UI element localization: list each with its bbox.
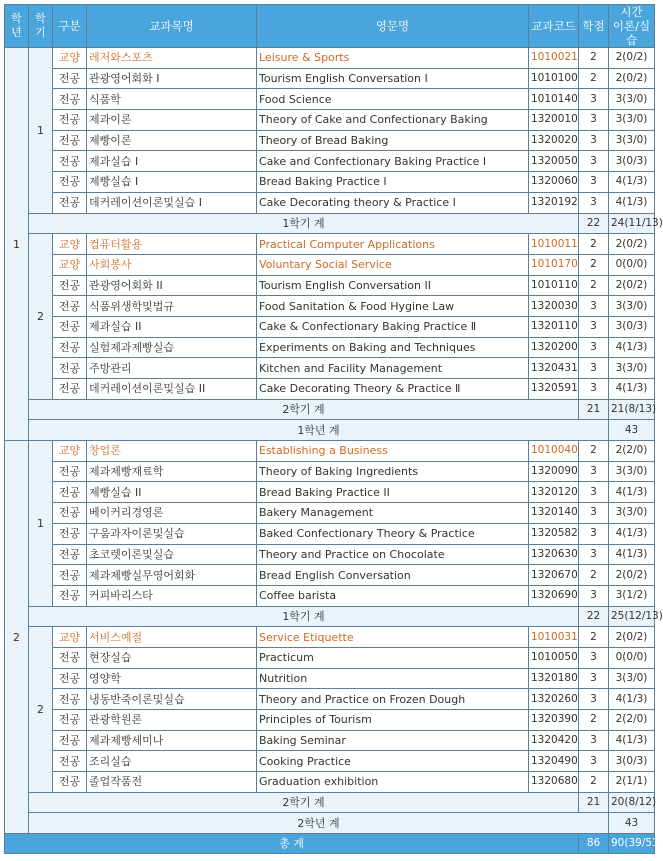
course-hours: 3(3/0) — [609, 503, 655, 524]
course-name-en: Baking Seminar — [257, 730, 529, 751]
course-code: 1320050 — [529, 151, 579, 172]
course-hours: 2(0/2) — [609, 627, 655, 648]
course-type: 전공 — [53, 730, 87, 751]
header-course-kr: 교과목명 — [87, 5, 257, 48]
course-name-en: Food Sanitation & Food Hygine Law — [257, 296, 529, 317]
course-credits: 3 — [579, 503, 609, 524]
course-code: 1320010 — [529, 110, 579, 131]
course-credits: 3 — [579, 482, 609, 503]
header-hours: 시간 이론/실습 — [609, 5, 655, 48]
course-row — [5, 130, 655, 151]
course-code: 1320630 — [529, 544, 579, 565]
year-total-credits: 43 — [609, 813, 655, 834]
course-credits: 2 — [579, 772, 609, 793]
course-name-en: Nutrition — [257, 668, 529, 689]
course-credits: 2 — [579, 441, 609, 462]
course-row — [5, 358, 655, 379]
course-name-kr: 제빵실습 I — [87, 172, 257, 193]
course-hours: 3(0/3) — [609, 151, 655, 172]
header-semester: 학기 — [29, 5, 53, 48]
semester-subtotal-label: 2학기 계 — [29, 792, 579, 813]
course-hours: 2(1/1) — [609, 772, 655, 793]
course-name-kr: 제과제빵실무영어회화 — [87, 565, 257, 586]
semester-subtotal-credits: 21 — [579, 792, 609, 813]
course-name-en: Practicum — [257, 647, 529, 668]
header-row — [5, 5, 655, 48]
course-name-en: Theory of Baking Ingredients — [257, 461, 529, 482]
course-credits: 3 — [579, 296, 609, 317]
course-hours: 0(0/0) — [609, 254, 655, 275]
course-code: 1320120 — [529, 482, 579, 503]
course-hours: 3(3/0) — [609, 668, 655, 689]
course-name-en: Tourism English Conversation II — [257, 275, 529, 296]
course-type: 전공 — [53, 503, 87, 524]
year-total-label: 2학년 계 — [29, 813, 609, 834]
semester-subtotal-label: 1학기 계 — [29, 606, 579, 627]
course-hours: 3(3/0) — [609, 130, 655, 151]
course-name-en: Principles of Tourism — [257, 710, 529, 731]
course-name-en: Bread English Conversation — [257, 565, 529, 586]
course-type: 교양 — [53, 234, 87, 255]
course-type: 전공 — [53, 751, 87, 772]
course-hours: 2(0/2) — [609, 68, 655, 89]
course-hours: 3(1/2) — [609, 585, 655, 606]
course-name-kr: 실험제과제빵실습 — [87, 337, 257, 358]
year-cell: 1 — [5, 48, 29, 441]
course-credits: 3 — [579, 585, 609, 606]
course-type: 전공 — [53, 523, 87, 544]
course-hours: 4(1/3) — [609, 337, 655, 358]
course-credits: 3 — [579, 172, 609, 193]
course-code: 1320180 — [529, 668, 579, 689]
course-code: 1320591 — [529, 379, 579, 400]
course-type: 교양 — [53, 441, 87, 462]
course-name-kr: 제빵이론 — [87, 130, 257, 151]
course-credits: 2 — [579, 68, 609, 89]
course-name-en: Theory of Bread Baking — [257, 130, 529, 151]
course-row — [5, 234, 655, 255]
semester-subtotal-credits: 22 — [579, 213, 609, 234]
course-name-kr: 구움과자이론및실습 — [87, 523, 257, 544]
course-name-en: Cake Decorating theory & Practice I — [257, 192, 529, 213]
semester-subtotal-row — [5, 606, 655, 627]
course-hours: 4(1/3) — [609, 689, 655, 710]
course-name-en: Graduation exhibition — [257, 772, 529, 793]
course-credits: 2 — [579, 710, 609, 731]
course-row — [5, 89, 655, 110]
year-total-row — [5, 813, 655, 834]
course-name-kr: 조리실습 — [87, 751, 257, 772]
course-row — [5, 379, 655, 400]
grand-total-row — [5, 834, 655, 854]
course-row — [5, 627, 655, 648]
course-hours: 3(3/0) — [609, 110, 655, 131]
header-credits: 학점 — [579, 5, 609, 48]
course-name-kr: 식품위생학및법규 — [87, 296, 257, 317]
course-row — [5, 647, 655, 668]
course-row — [5, 296, 655, 317]
course-credits: 2 — [579, 254, 609, 275]
course-type: 전공 — [53, 772, 87, 793]
course-code: 1010021 — [529, 48, 579, 69]
course-type: 전공 — [53, 544, 87, 565]
semester-subtotal-label: 2학기 계 — [29, 399, 579, 420]
course-credits: 3 — [579, 647, 609, 668]
course-type: 전공 — [53, 565, 87, 586]
course-code: 1320390 — [529, 710, 579, 731]
course-code: 1010170 — [529, 254, 579, 275]
year-total-credits: 43 — [609, 420, 655, 441]
course-credits: 3 — [579, 110, 609, 131]
course-name-en: Baked Confectionary Theory & Practice — [257, 523, 529, 544]
course-row — [5, 254, 655, 275]
course-name-kr: 서비스예절 — [87, 627, 257, 648]
course-type: 전공 — [53, 710, 87, 731]
course-name-kr: 졸업작품전 — [87, 772, 257, 793]
header-course-en: 영문명 — [257, 5, 529, 48]
year-cell: 2 — [5, 441, 29, 834]
semester-subtotal-hours: 20(8/12) — [609, 792, 655, 813]
course-type: 전공 — [53, 461, 87, 482]
course-name-en: Food Science — [257, 89, 529, 110]
course-code: 1320090 — [529, 461, 579, 482]
course-row — [5, 172, 655, 193]
course-type: 전공 — [53, 68, 87, 89]
course-credits: 3 — [579, 668, 609, 689]
course-credits: 3 — [579, 379, 609, 400]
course-code: 1320431 — [529, 358, 579, 379]
semester-cell: 2 — [29, 234, 53, 400]
course-type: 전공 — [53, 151, 87, 172]
course-name-en: Service Etiquette — [257, 627, 529, 648]
course-name-kr: 영양학 — [87, 668, 257, 689]
course-name-en: Bread Baking Practice Ⅰ — [257, 172, 529, 193]
course-credits: 3 — [579, 730, 609, 751]
course-code: 1010031 — [529, 627, 579, 648]
course-row — [5, 110, 655, 131]
course-name-kr: 데커레이션이론및실습 II — [87, 379, 257, 400]
course-row — [5, 585, 655, 606]
course-name-kr: 창업론 — [87, 441, 257, 462]
course-code: 1320200 — [529, 337, 579, 358]
semester-cell: 1 — [29, 441, 53, 607]
header-year: 학년 — [5, 5, 29, 48]
course-row — [5, 710, 655, 731]
course-credits: 3 — [579, 358, 609, 379]
course-code: 1010100 — [529, 68, 579, 89]
course-hours: 3(3/0) — [609, 296, 655, 317]
semester-subtotal-credits: 21 — [579, 399, 609, 420]
course-type: 교양 — [53, 48, 87, 69]
course-hours: 4(1/3) — [609, 730, 655, 751]
course-hours: 2(0/2) — [609, 565, 655, 586]
year-total-label: 1학년 계 — [29, 420, 609, 441]
course-name-kr: 제과제빵세미나 — [87, 730, 257, 751]
grand-total-credits: 86 — [579, 834, 609, 854]
course-row — [5, 523, 655, 544]
course-hours: 4(1/3) — [609, 192, 655, 213]
course-credits: 3 — [579, 89, 609, 110]
course-credits: 2 — [579, 48, 609, 69]
course-code: 1010011 — [529, 234, 579, 255]
course-type: 전공 — [53, 89, 87, 110]
curriculum-table-wrapper — [4, 4, 663, 854]
course-credits: 3 — [579, 316, 609, 337]
course-type: 전공 — [53, 482, 87, 503]
course-name-kr: 제과실습 I — [87, 151, 257, 172]
course-hours: 3(3/0) — [609, 461, 655, 482]
course-name-kr: 레저와스포츠 — [87, 48, 257, 69]
course-name-en: Establishing a Business — [257, 441, 529, 462]
course-row — [5, 565, 655, 586]
course-hours: 0(0/0) — [609, 647, 655, 668]
semester-subtotal-hours: 24(11/13) — [609, 213, 655, 234]
course-name-kr: 제과실습 II — [87, 316, 257, 337]
year-total-row — [5, 420, 655, 441]
semester-subtotal-row — [5, 399, 655, 420]
course-code: 1010050 — [529, 647, 579, 668]
course-row — [5, 482, 655, 503]
course-code: 1320140 — [529, 503, 579, 524]
course-type: 전공 — [53, 110, 87, 131]
course-hours: 4(1/3) — [609, 172, 655, 193]
course-credits: 2 — [579, 565, 609, 586]
course-name-kr: 주방관리 — [87, 358, 257, 379]
course-code: 1320582 — [529, 523, 579, 544]
course-name-en: Bakery Management — [257, 503, 529, 524]
course-name-en: Cooking Practice — [257, 751, 529, 772]
course-name-en: Coffee barista — [257, 585, 529, 606]
course-type: 전공 — [53, 296, 87, 317]
semester-cell: 1 — [29, 48, 53, 214]
course-credits: 3 — [579, 461, 609, 482]
semester-subtotal-hours: 25(12/13) — [609, 606, 655, 627]
course-name-kr: 제과제빵재료학 — [87, 461, 257, 482]
semester-cell: 2 — [29, 627, 53, 793]
course-row — [5, 503, 655, 524]
course-name-en: Bread Baking Practice II — [257, 482, 529, 503]
grand-total-hours: 90(39/51) — [609, 834, 655, 854]
course-credits: 3 — [579, 689, 609, 710]
course-name-en: Theory and Practice on Chocolate — [257, 544, 529, 565]
course-hours: 3(3/0) — [609, 89, 655, 110]
course-row — [5, 751, 655, 772]
course-hours: 3(0/3) — [609, 751, 655, 772]
course-name-kr: 냉동반죽이론및실습 — [87, 689, 257, 710]
course-row — [5, 337, 655, 358]
course-name-en: Voluntary Social Service — [257, 254, 529, 275]
course-credits: 3 — [579, 544, 609, 565]
course-credits: 3 — [579, 523, 609, 544]
course-code: 1320670 — [529, 565, 579, 586]
course-code: 1320020 — [529, 130, 579, 151]
course-row — [5, 192, 655, 213]
course-name-kr: 제빵실습 II — [87, 482, 257, 503]
course-name-kr: 사회봉사 — [87, 254, 257, 275]
course-row — [5, 441, 655, 462]
course-credits: 3 — [579, 751, 609, 772]
curriculum-body — [5, 48, 663, 854]
header-code: 교과코드 — [529, 5, 579, 48]
course-name-kr: 현장실습 — [87, 647, 257, 668]
course-hours: 3(0/3) — [609, 316, 655, 337]
course-type: 전공 — [53, 379, 87, 400]
course-type: 전공 — [53, 316, 87, 337]
course-type: 교양 — [53, 627, 87, 648]
course-name-en: Theory and Practice on Frozen Dough — [257, 689, 529, 710]
course-row — [5, 668, 655, 689]
course-hours: 4(1/3) — [609, 523, 655, 544]
course-name-en: Kitchen and Facility Management — [257, 358, 529, 379]
course-name-kr: 커피바리스타 — [87, 585, 257, 606]
curriculum-table — [4, 4, 663, 854]
course-credits: 3 — [579, 130, 609, 151]
course-code: 1320690 — [529, 585, 579, 606]
course-name-en: Leisure & Sports — [257, 48, 529, 69]
course-name-kr: 관광영어회화 I — [87, 68, 257, 89]
course-type: 전공 — [53, 192, 87, 213]
course-hours: 2(0/2) — [609, 48, 655, 69]
course-row — [5, 316, 655, 337]
semester-subtotal-row — [5, 213, 655, 234]
course-hours: 2(2/0) — [609, 710, 655, 731]
course-credits: 3 — [579, 151, 609, 172]
course-name-kr: 컴퓨터활용 — [87, 234, 257, 255]
course-name-en: Theory of Cake and Confectionary Baking — [257, 110, 529, 131]
course-hours: 3(3/0) — [609, 358, 655, 379]
course-row — [5, 151, 655, 172]
course-row — [5, 730, 655, 751]
course-credits: 2 — [579, 275, 609, 296]
grand-total-label: 총 계 — [5, 834, 579, 854]
course-code: 1320030 — [529, 296, 579, 317]
course-hours: 2(2/0) — [609, 441, 655, 462]
header-type: 구분 — [53, 5, 87, 48]
course-code: 1320680 — [529, 772, 579, 793]
course-hours: 2(0/2) — [609, 234, 655, 255]
course-name-en: Cake Decorating Theory & Practice Ⅱ — [257, 379, 529, 400]
course-credits: 3 — [579, 192, 609, 213]
course-row — [5, 275, 655, 296]
course-row — [5, 689, 655, 710]
course-credits: 3 — [579, 337, 609, 358]
course-name-kr: 제과이론 — [87, 110, 257, 131]
course-hours: 4(1/3) — [609, 482, 655, 503]
course-name-kr: 식품학 — [87, 89, 257, 110]
course-code: 1320260 — [529, 689, 579, 710]
course-type: 교양 — [53, 254, 87, 275]
course-name-en: Experiments on Baking and Techniques — [257, 337, 529, 358]
course-hours: 4(1/3) — [609, 379, 655, 400]
course-code: 1320110 — [529, 316, 579, 337]
course-name-kr: 초코렛이론및실습 — [87, 544, 257, 565]
course-row — [5, 772, 655, 793]
course-code: 1320490 — [529, 751, 579, 772]
course-name-en: Cake and Confectionary Baking Practice Ⅰ — [257, 151, 529, 172]
semester-subtotal-credits: 22 — [579, 606, 609, 627]
course-type: 전공 — [53, 172, 87, 193]
course-code: 1010110 — [529, 275, 579, 296]
course-type: 전공 — [53, 585, 87, 606]
course-row — [5, 48, 655, 69]
course-type: 전공 — [53, 647, 87, 668]
course-name-en: Cake & Confectionary Baking Practice Ⅱ — [257, 316, 529, 337]
course-code: 1010040 — [529, 441, 579, 462]
semester-subtotal-hours: 21(8/13) — [609, 399, 655, 420]
course-name-kr: 관광학원론 — [87, 710, 257, 731]
course-credits: 2 — [579, 627, 609, 648]
course-type: 전공 — [53, 689, 87, 710]
course-type: 전공 — [53, 668, 87, 689]
course-name-kr: 관광영어회화 II — [87, 275, 257, 296]
course-type: 전공 — [53, 337, 87, 358]
semester-subtotal-row — [5, 792, 655, 813]
course-type: 전공 — [53, 358, 87, 379]
course-row — [5, 68, 655, 89]
course-hours: 4(1/3) — [609, 544, 655, 565]
course-name-kr: 데커레이션이론및실습 I — [87, 192, 257, 213]
semester-subtotal-label: 1학기 계 — [29, 213, 579, 234]
course-type: 전공 — [53, 275, 87, 296]
course-name-kr: 베이커리경영론 — [87, 503, 257, 524]
course-name-en: Practical Computer Applications — [257, 234, 529, 255]
course-code: 1010140 — [529, 89, 579, 110]
course-row — [5, 461, 655, 482]
course-credits: 2 — [579, 234, 609, 255]
course-code: 1320420 — [529, 730, 579, 751]
course-hours: 2(0/2) — [609, 275, 655, 296]
course-row — [5, 544, 655, 565]
course-code: 1320192 — [529, 192, 579, 213]
course-type: 전공 — [53, 130, 87, 151]
course-code: 1320060 — [529, 172, 579, 193]
course-name-en: Tourism English Conversation I — [257, 68, 529, 89]
